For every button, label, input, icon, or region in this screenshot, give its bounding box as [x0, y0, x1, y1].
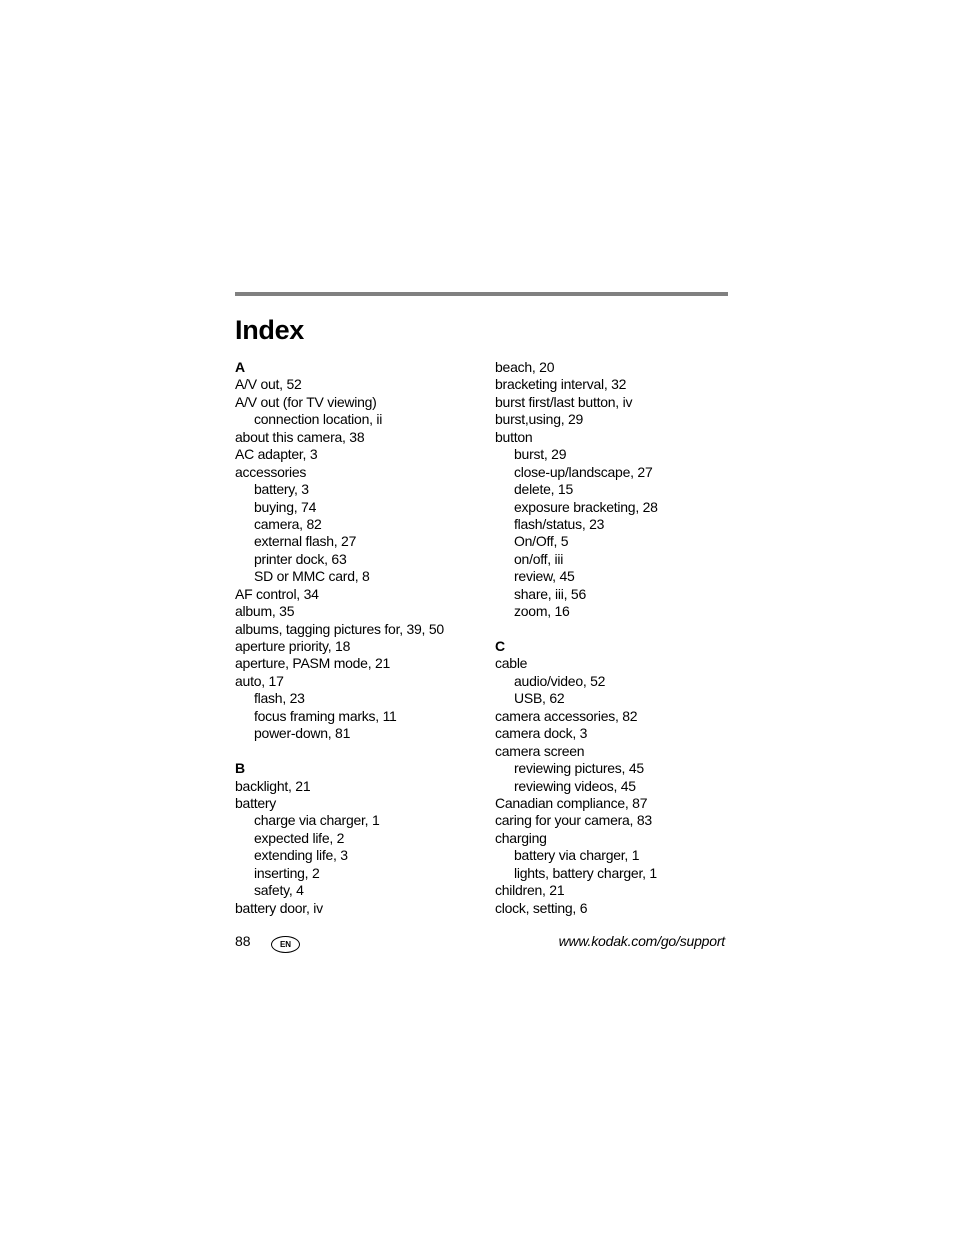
- language-badge-icon: EN: [271, 936, 300, 953]
- index-entry: clock, setting, 6: [495, 899, 588, 916]
- index-subentry: power-down, 81: [254, 725, 351, 742]
- index-subentry: close-up/landscape, 27: [514, 463, 653, 480]
- index-subentry: flash, 23: [254, 690, 305, 707]
- index-entry: button: [495, 428, 533, 445]
- index-spacer: [235, 743, 480, 760]
- index-subentry: battery, 3: [254, 481, 309, 498]
- page-title: Index: [235, 315, 305, 345]
- index-entry: aperture, PASM mode, 21: [235, 655, 391, 672]
- index-entry: aperture priority, 18: [235, 638, 351, 654]
- index-entry: burst first/last button, iv: [495, 393, 633, 410]
- index-subentry: printer dock, 63: [254, 550, 347, 567]
- index-subentry: camera, 82: [254, 515, 322, 532]
- index-subentry: zoom, 16: [514, 603, 570, 620]
- index-entry: album, 35: [235, 603, 295, 620]
- index-subentry: focus framing marks, 11: [254, 707, 397, 724]
- index-subentry: flash/status, 23: [514, 515, 605, 532]
- index-entry: AF control, 34: [235, 585, 319, 602]
- index-subentry: extending life, 3: [254, 847, 348, 864]
- index-subentry: burst, 29: [514, 446, 567, 463]
- index-entry: battery door, iv: [235, 899, 323, 916]
- index-subentry: On/Off, 5: [514, 533, 569, 550]
- support-link[interactable]: www.kodak.com/go/support: [558, 933, 725, 949]
- index-section-letter: A: [235, 359, 245, 375]
- index-entry: charging: [495, 829, 547, 846]
- index-entry: camera screen: [495, 742, 585, 759]
- index-entry: cable: [495, 655, 528, 672]
- index-section-letter: B: [235, 760, 245, 777]
- index-entry: burst,using, 29: [495, 411, 584, 428]
- index-subentry: external flash, 27: [254, 533, 357, 550]
- index-subentry: expected life, 2: [254, 829, 345, 846]
- index-entry: accessories: [235, 463, 307, 480]
- index-subentry: audio/video, 52: [514, 672, 606, 689]
- index-entry: A/V out (for TV viewing): [235, 393, 377, 410]
- index-entry: AC adapter, 3: [235, 446, 318, 463]
- index-subentry: buying, 74: [254, 498, 317, 515]
- index-subentry: inserting, 2: [254, 864, 320, 881]
- index-subentry: battery via charger, 1: [514, 847, 640, 864]
- index-entry: battery: [235, 794, 277, 811]
- header-rule: [235, 292, 728, 296]
- index-subentry: share, iii, 56: [514, 585, 586, 602]
- index-column-right: [495, 359, 735, 917]
- index-entry: children, 21: [495, 882, 565, 899]
- index-subentry: SD or MMC card, 8: [254, 568, 370, 585]
- index-entry: Canadian compliance, 87: [495, 794, 648, 811]
- index-column-left: [235, 359, 480, 917]
- index-subentry: on/off, iii: [514, 550, 564, 567]
- index-entry: camera dock, 3: [495, 725, 588, 742]
- index-entry: backlight, 21: [235, 777, 311, 794]
- index-entry: auto, 17: [235, 672, 284, 689]
- index-subentry: USB, 62: [514, 690, 565, 707]
- index-entry: bracketing interval, 32: [495, 376, 627, 393]
- index-subentry: review, 45: [514, 568, 575, 585]
- index-subentry: lights, battery charger, 1: [514, 864, 657, 881]
- index-spacer: [495, 621, 735, 638]
- index-subentry: connection location, ii: [254, 411, 383, 428]
- index-entry: camera accessories, 82: [495, 707, 638, 724]
- index-entry: beach, 20: [495, 359, 555, 375]
- index-subentry: reviewing videos, 45: [514, 777, 636, 794]
- page-number: 88: [235, 933, 251, 949]
- index-entry: albums, tagging pictures for, 39, 50: [235, 620, 444, 637]
- index-entry: about this camera, 38: [235, 428, 365, 445]
- index-subentry: safety, 4: [254, 882, 304, 899]
- index-entry: A/V out, 52: [235, 376, 302, 393]
- index-subentry: delete, 15: [514, 481, 573, 498]
- index-subentry: charge via charger, 1: [254, 812, 380, 829]
- index-subentry: exposure bracketing, 28: [514, 498, 658, 515]
- index-entry: caring for your camera, 83: [495, 812, 652, 829]
- index-section-letter: C: [495, 638, 505, 654]
- index-subentry: reviewing pictures, 45: [514, 760, 644, 777]
